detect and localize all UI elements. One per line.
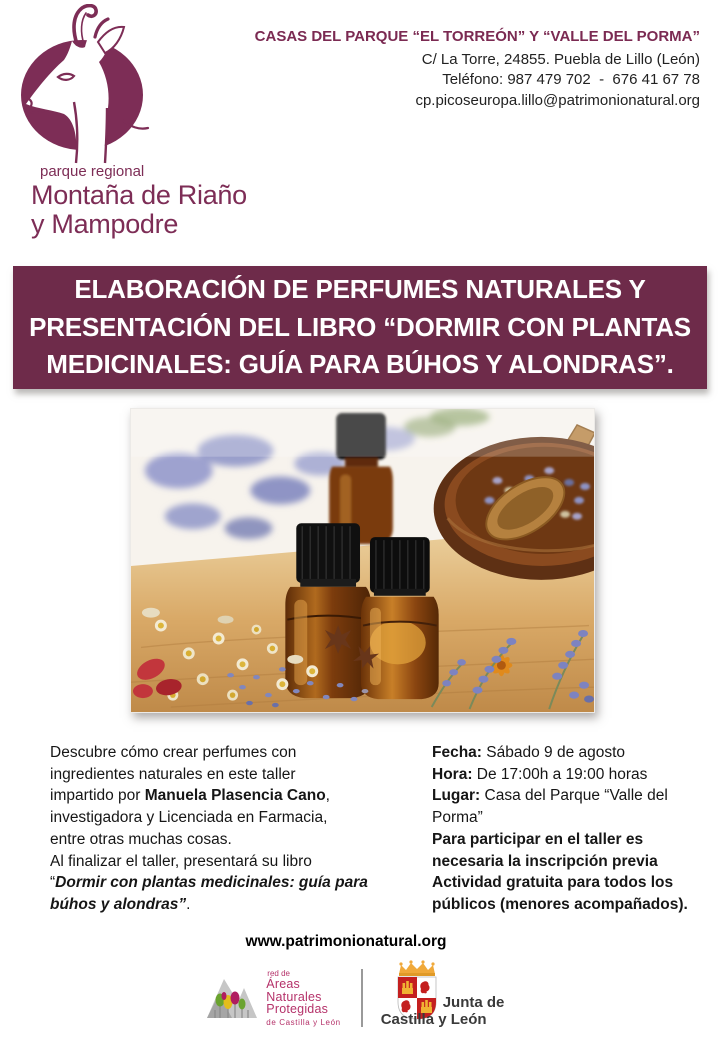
instructor-name: Manuela Plasencia Cano bbox=[144, 787, 326, 805]
park-logo-name bbox=[31, 181, 247, 239]
workshop-photo bbox=[130, 408, 595, 713]
park-name-line1: Montaña de Riaño bbox=[31, 180, 247, 210]
anp-logo bbox=[203, 966, 340, 1030]
title-line2: PRESENTACIÓN DEL LIBRO “DORMIR CON PLANTAS bbox=[29, 311, 691, 342]
contact-title: CASAS DEL PARQUE “EL TORREÓN” Y “VALLE DEL PORMA” bbox=[254, 28, 700, 45]
contact-address: C/ La Torre, 24855. Puebla de Lillo (León) bbox=[421, 50, 700, 68]
park-logo-tagline: parque regional bbox=[40, 163, 145, 180]
website-url: www.patrimonionatural.org bbox=[245, 933, 447, 950]
detail-fecha: Fecha: Sábado 9 de agosto bbox=[432, 744, 626, 761]
anp-mountain-icon bbox=[203, 966, 261, 1030]
book-title-part2: búhos y alondras” bbox=[50, 895, 187, 913]
desc-line: búhos y alondras”. bbox=[50, 895, 191, 913]
anp-logo-text bbox=[266, 969, 340, 1027]
detail-lugar: Lugar: Casa del Parque “Valle del Porma” bbox=[432, 787, 668, 827]
anp-line1: Áreas bbox=[266, 977, 300, 992]
event-details bbox=[432, 742, 710, 916]
chamois-goat-icon bbox=[18, 4, 248, 164]
desc-line: investigadora y Licenciada en Farmacia, bbox=[50, 809, 328, 827]
anp-subline: de Castilla y León bbox=[266, 1017, 341, 1027]
junta-line1: Junta de bbox=[442, 994, 505, 1011]
park-name-line2: y Mampodre bbox=[31, 209, 179, 239]
contact-block bbox=[255, 27, 700, 111]
detail-note-inscription: Para participar en el taller es necesaria la inscripción previa bbox=[432, 830, 658, 870]
anp-red-de: red de bbox=[267, 969, 290, 979]
detail-note-free: Actividad gratuita para todos los públicos (menores acompañados). bbox=[432, 874, 688, 913]
park-logo bbox=[18, 2, 248, 247]
footer-logos bbox=[0, 960, 720, 1036]
desc-line: “Dormir con plantas medicinales: guía para bbox=[50, 874, 368, 892]
footer-logo-divider bbox=[361, 969, 363, 1027]
contact-phone: Teléfono: 987 479 702 - 676 41 67 78 bbox=[442, 71, 700, 88]
description-paragraph bbox=[50, 742, 420, 916]
anp-line2: Naturales bbox=[266, 989, 322, 1004]
title-line3: MEDICINALES: GUÍA PARA BÚHOS Y ALONDRAS”. bbox=[46, 349, 674, 380]
essential-oils-illustration bbox=[131, 409, 594, 712]
anp-line3: Protegidas bbox=[266, 1002, 329, 1017]
desc-line: entre otras muchas cosas. bbox=[50, 830, 232, 848]
title-banner bbox=[13, 266, 707, 389]
title-line1: ELABORACIÓN DE PERFUMES NATURALES Y bbox=[74, 274, 646, 305]
desc-line: Descubre cómo crear perfumes con bbox=[50, 744, 297, 761]
desc-line: Al finalizar el taller, presentará su libro bbox=[50, 852, 312, 870]
desc-line: impartido por Manuela Plasencia Cano, bbox=[50, 787, 330, 805]
book-title-part1: Dormir con plantas medicinales: guía para bbox=[55, 874, 368, 892]
junta-line2: Castilla y León bbox=[380, 1011, 487, 1028]
junta-logo bbox=[379, 960, 517, 1036]
contact-email: cp.picoseuropa.lillo@patrimonionatural.org bbox=[415, 91, 700, 109]
desc-line: ingredientes naturales en este taller bbox=[50, 765, 296, 783]
detail-hora: Hora: De 17:00h a 19:00 horas bbox=[432, 765, 648, 783]
